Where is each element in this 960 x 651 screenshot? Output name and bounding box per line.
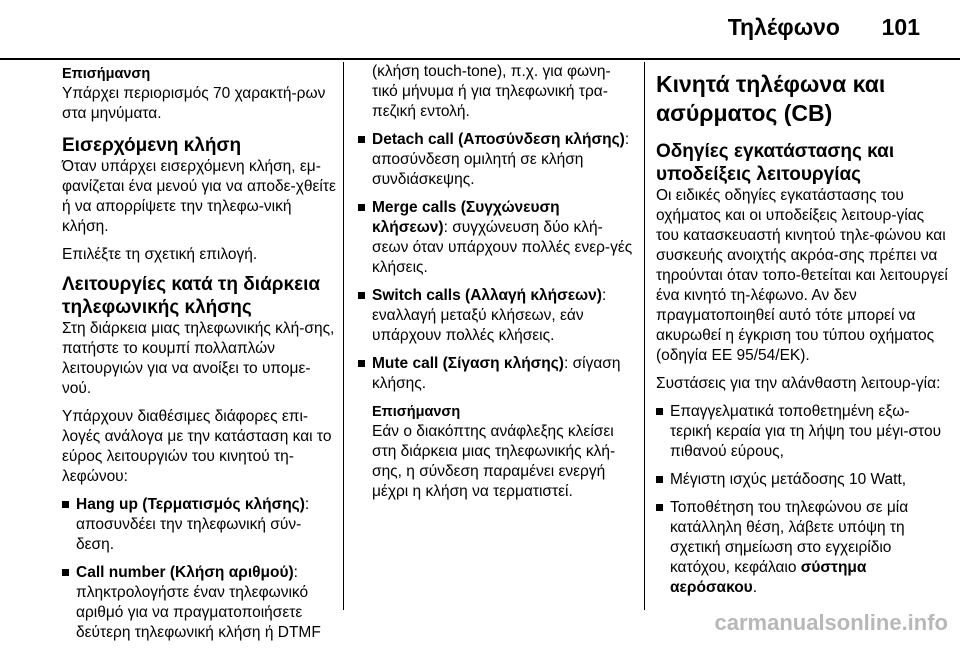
option-text: : πληκτρολογήστε έναν τηλεφωνικό αριθμό για να πραγματοποιήσετε δεύτερη τηλεφωνική κλήση ή DTMF [76,564,321,641]
bullet-icon [358,136,365,143]
incoming-call-text: Όταν υπάρχει εισερχόμενη κλήση, εμ-φανίζεται ένα μενού για να αποδε-χθείτε ή να απορρίψετε την τηλεφω-νική κλήση. [62,158,336,235]
list-item [62,563,338,643]
bullet-icon [358,292,365,299]
bullet-icon [62,569,69,576]
column-right [656,62,948,606]
note-text: Εάν ο διακόπτης ανάφλεξης κλείσει στη διάρκεια μιας τηλεφωνικής κλή-σης, η σύνδεση παραμένει ενεργή μέχρι η κλήση να τερματιστεί. [372,423,616,500]
option-term: Hang up (Τερματισμός κλήσης) [76,496,305,513]
option-text: : αποσυνδέει την τηλεφωνική σύν-δεση. [76,496,310,553]
list-item [358,354,634,394]
call-functions-text: Στη διάρκεια μιας τηλεφωνικής κλή-σης, πατήστε το κουμπί πολλαπλών λειτουργιών για να ανοίξει το υπομε-νού. [62,320,335,397]
list-item [358,286,634,346]
condition-tail: . [752,579,758,596]
call-options-list [62,495,338,643]
section-subheading: Οδηγίες εγκατάστασης και υποδείξεις λειτουργίας [656,141,895,185]
bullet-icon [656,408,663,415]
option-text: : εναλλαγή μεταξύ κλήσεων, εάν υπάρχουν πολλές κλήσεις. [372,287,607,344]
condition-text: Τοποθέτηση του τηλεφώνου σε μία κατάλληλη θέση, λάβετε υπόψη τη σχετική σημείωση στο εγχειρίδιο κατόχου, κεφάλαιο [670,499,909,576]
option-term: Detach call (Αποσύνδεση κλήσης) [372,131,625,148]
airbag-reference: σύστημα αερόσακου [670,559,867,596]
incoming-call-select: Επιλέξτε τη σχετική επιλογή. [62,246,258,263]
conditions-list [656,402,948,598]
column-divider [644,62,645,610]
option-term: Call number (Κλήση αριθμού) [76,564,294,581]
bullet-icon [656,476,663,483]
condition-text: Μέγιστη ισχύς μετάδοσης 10 Watt, [670,471,907,488]
option-text: : σίγαση κλήσης. [372,355,621,392]
bullet-icon [358,360,365,367]
option-text: : αποσύνδεση ομιλητή σε κλήση συνδιάσκεψης. [372,131,630,188]
option-term: Merge calls (Συγχώνευση κλήσεων) [372,199,560,236]
page-header [0,0,960,62]
bullet-icon [656,504,663,511]
call-options-list [358,130,634,394]
section-heading: Κινητά τηλέφωνα και ασύρματος (CB) [656,71,886,126]
header-divider [0,58,960,60]
intro-text: Οι ειδικές οδηγίες εγκατάστασης του οχήματος και οι υποδείξεις λειτουρ-γίας του κατασκευαστή κινητού τηλε-φώνου και συσκευής ανοιχτής ακρόα-σης πρέπει να τηρούνται όταν τοπο-θετείται και λειτουργεί ένα κινητό τη-λέφωνο. Αν δεν πραγματοποιηθεί αυτό τότε μπορεί να ακυρωθεί η έγκριση του τύπου οχήματος (οδηγία ΕΕ 95/54/ΕΚ). [656,187,948,364]
conditions-text: Συστάσεις για την αλάνθαστη λειτουρ-γία: [656,375,941,392]
note-text: Υπάρχει περιορισμός 70 χαρακτή-ρων στα μηνύματα. [62,85,326,122]
continued-text: (κλήση touch-tone), π.χ. για φωνη-τικό μήνυμα ή για τηλεφωνική τρα-πεζική εντολή. [372,63,611,120]
note-title: Επισήμανση [372,404,461,420]
page-title: Τηλέφωνο [727,14,840,40]
option-text: : συγχώνευση δύο κλή-σεων όταν υπάρχουν πολλές ενερ-γές κλήσεις. [372,219,633,276]
column-left [62,62,338,651]
bullet-icon [358,204,365,211]
watermark: carmanualsonline.info [714,610,948,635]
condition-text: Επαγγελματικά τοποθετημένη εξω-τερική κεραία για τη λήψη του μέγι-στου πιθανού εύρους, [670,403,942,460]
list-item [656,402,948,462]
column-divider [343,62,344,610]
call-functions-heading: Λειτουργίες κατά τη διάρκεια τηλεφωνικής κλήσης [62,274,321,318]
note-title: Επισήμανση [62,66,151,82]
option-term: Mute call (Σίγαση κλήσης) [372,355,564,372]
list-item [358,198,634,278]
option-term: Switch calls (Αλλαγή κλήσεων) [372,287,602,304]
list-item [656,498,948,598]
bullet-icon [62,501,69,508]
call-options-text: Υπάρχουν διαθέσιμες διάφορες επι-λογές ανάλογα με την κατάσταση και το εύρος λειτουργιών του κινητού τη-λεφώνου: [62,408,332,485]
list-item [656,470,948,490]
incoming-call-heading: Εισερχόμενη κλήση [62,135,242,156]
page-number: 101 [881,14,920,40]
column-middle [358,62,634,510]
list-item [62,495,338,555]
list-item [358,130,634,190]
